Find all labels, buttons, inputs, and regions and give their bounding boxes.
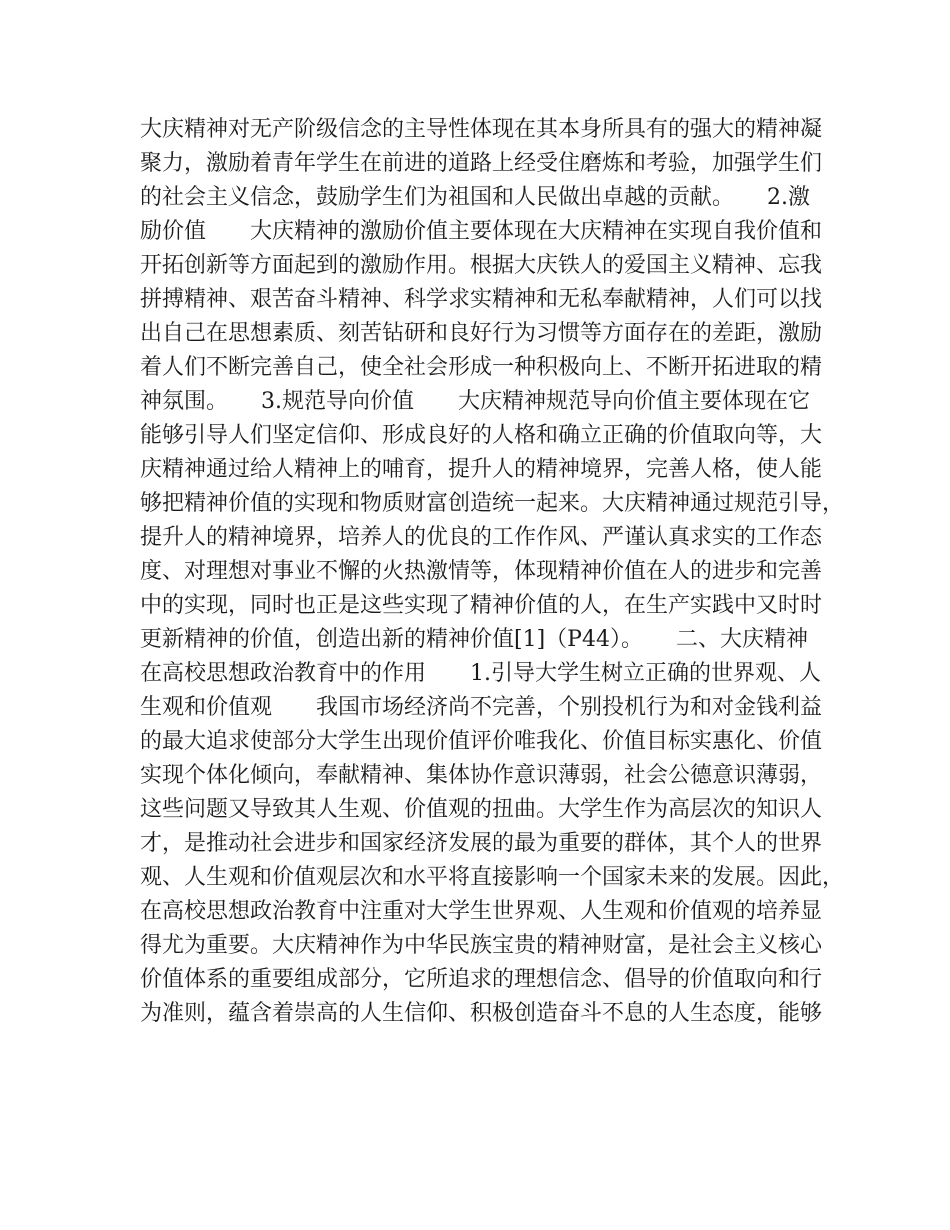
text-line: 拼搏精神、艰苦奋斗精神、科学求实精神和无私奉献精神，人们可以找 bbox=[140, 287, 823, 312]
text-line: 的最大追求使部分大学生出现价值评价唯我化、价值目标实惠化、价值 bbox=[140, 729, 823, 754]
text-line: 得尤为重要。大庆精神作为中华民族宝贵的精神财富，是社会主义核心 bbox=[140, 933, 823, 958]
text-line: 度、对理想对事业不懈的火热激情等，体现精神价值在人的进步和完善 bbox=[140, 559, 823, 584]
text-line: 才，是推动社会进步和国家经济发展的最为重要的群体，其个人的世界 bbox=[140, 831, 823, 856]
text-line: 出自己在思想素质、刻苦钻研和良好行为习惯等方面存在的差距，激励 bbox=[140, 321, 823, 346]
text-line: 着人们不断完善自己，使全社会形成一种积极向上、不断开拓进取的精 bbox=[140, 355, 823, 380]
text-line: 这些问题又导致其人生观、价值观的扭曲。大学生作为高层次的知识人 bbox=[140, 797, 823, 822]
text-line: 庆精神通过给人精神上的哺育，提升人的精神境界，完善人格，使人能 bbox=[140, 457, 823, 482]
text-line: 的社会主义信念，鼓励学生们为祖国和人民做出卓越的贡献。 2.激 bbox=[140, 185, 810, 210]
text-line: 励价值 大庆精神的激励价值主要体现在大庆精神在实现自我价值和 bbox=[140, 219, 823, 244]
text-line: 大庆精神对无产阶级信念的主导性体现在其本身所具有的强大的精神凝 bbox=[140, 117, 823, 142]
text-line: 实现个体化倾向，奉献精神、集体协作意识薄弱，社会公德意识薄弱， bbox=[140, 763, 823, 788]
text-line: 聚力，激励着青年学生在前进的道路上经受住磨炼和考验，加强学生们 bbox=[140, 151, 823, 176]
text-line: 观、人生观和价值观层次和水平将直接影响一个国家未来的发展。因此， bbox=[140, 865, 845, 890]
text-line: 更新精神的价值，创造出新的精神价值[1]（P44）。 二、大庆精神 bbox=[140, 627, 808, 652]
text-line: 在高校思想政治教育中注重对大学生世界观、人生观和价值观的培养显 bbox=[140, 899, 823, 924]
text-line: 为准则，蕴含着崇高的人生信仰、积极创造奋斗不息的人生态度，能够 bbox=[140, 1001, 823, 1026]
body-text bbox=[140, 113, 845, 1031]
text-line: 中的实现，同时也正是这些实现了精神价值的人，在生产实践中又时时 bbox=[140, 593, 823, 618]
text-line: 开拓创新等方面起到的激励作用。根据大庆铁人的爱国主义精神、忘我 bbox=[140, 253, 823, 278]
text-line: 价值体系的重要组成部分，它所追求的理想信念、倡导的价值取向和行 bbox=[140, 967, 823, 992]
text-line: 在高校思想政治教育中的作用 1.引导大学生树立正确的世界观、人 bbox=[140, 661, 821, 686]
text-line: 提升人的精神境界，培养人的优良的工作作风、严谨认真求实的工作态 bbox=[140, 525, 823, 550]
text-line: 生观和价值观 我国市场经济尚不完善，个别投机行为和对金钱利益 bbox=[140, 695, 823, 720]
text-line: 够把精神价值的实现和物质财富创造统一起来。大庆精神通过规范引导， bbox=[140, 491, 845, 516]
text-line: 神氛围。 3.规范导向价值 大庆精神规范导向价值主要体现在它 bbox=[140, 389, 810, 414]
text-line: 能够引导人们坚定信仰、形成良好的人格和确立正确的价值取向等，大 bbox=[140, 423, 823, 448]
